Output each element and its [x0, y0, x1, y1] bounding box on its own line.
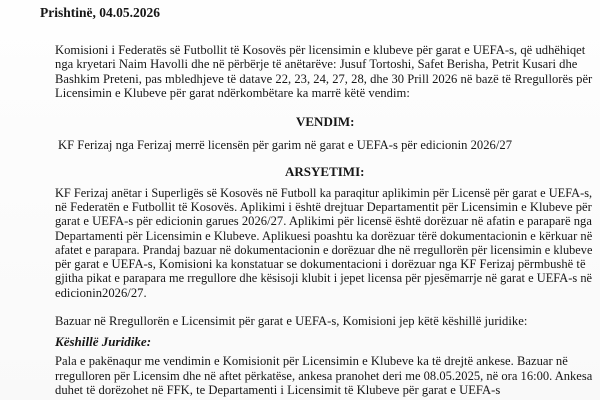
- legal-advice-line: duhet të dorëzohet në FFK, te Departamenti i Licensimit të Klubeve për garat e UEFA-s: [55, 383, 501, 397]
- intro-line: Licensimin e Klubeve për garat ndërkombëtare ka marrë këtë vendim:: [55, 86, 410, 100]
- reasoning-line: në Federatën e Futbollit të Kosovës. Aplikimi i është drejtuar Departamentit për Licensimin e Klubeve për: [55, 200, 592, 214]
- reasoning-line: afatet e parapara. Prandaj bazuar në dokumentacionin e dorëzuar dhe në rregullorën për licensimin e klubeve: [55, 243, 593, 257]
- reasoning-line: garat e UEFA-s për edicionin garues 2026/27. Aplikimi për licensë është dorëzuar në afatin e paraparë nga: [55, 214, 592, 228]
- legal-advice-line: rregulloren për Licensim dhe në aftet përkatëse, ankesa pranohet deri me 08.05.2025, në ora 16:00. Ankesa: [55, 369, 593, 383]
- intro-line: Komisioni i Federatës së Futbollit të Kosovës për licensimin e klubeve për garat e UEFA-s, që udhëhiqet: [55, 43, 586, 57]
- intro-line: Bashkim Preteni, pas mbledhjeve të datave 22, 23, 24, 27, 28, dhe 30 Prill 2026 në bazë të Rregullorës për: [55, 72, 593, 86]
- reasoning-heading: ARSYETIMI:: [285, 164, 365, 179]
- basis-text: Bazuar në Rregullorën e Licensimit për garat e UEFA-s, Komisioni jep këtë këshillë juridike:: [55, 314, 528, 328]
- reasoning-line: Departamenti për Licensimin e Klubeve. Aplikuesi poashtu ka dorëzuar tërë dokumentacionin e kërkuar në: [55, 229, 593, 243]
- reasoning-line: për garat e UEFA-s, Komisioni ka konstatuar se dokumentacioni i dorëzuar nga KF Ferizaj përmbushë të: [55, 257, 586, 271]
- decision-text: KF Ferizaj nga Ferizaj merrë licensën për garim në garat e UEFA-s për edicionin 2026/27: [58, 138, 513, 152]
- legal-advice-heading: Këshillë Juridike:: [55, 334, 152, 349]
- legal-advice-line: Pala e pakënaqur me vendimin e Komisionit për Licensimin e Klubeve ka të drejtë ankese. Bazuar në: [55, 354, 568, 368]
- document-date: Prishtinë, 04.05.2026: [40, 5, 160, 20]
- intro-line: nga kryetari Naim Havolli dhe në përbërje të anëtarëve: Jusuf Tortoshi, Safet Berisha, Petrit Kusari dhe: [55, 57, 578, 71]
- reasoning-line: edicionin2026/27.: [55, 286, 147, 300]
- reasoning-line: KF Ferizaj anëtar i Superligës së Kosovës në Futboll ka paraqitur aplikimin për Licensë për garat e UEFA-s,: [55, 186, 593, 200]
- reasoning-line: gjitha pikat e parapara me rregullore dhe kësisoji klubit i jepet licensa për pjesëmarrje në garat e UEFA-s në: [55, 271, 593, 285]
- decision-heading: VENDIM:: [296, 114, 355, 129]
